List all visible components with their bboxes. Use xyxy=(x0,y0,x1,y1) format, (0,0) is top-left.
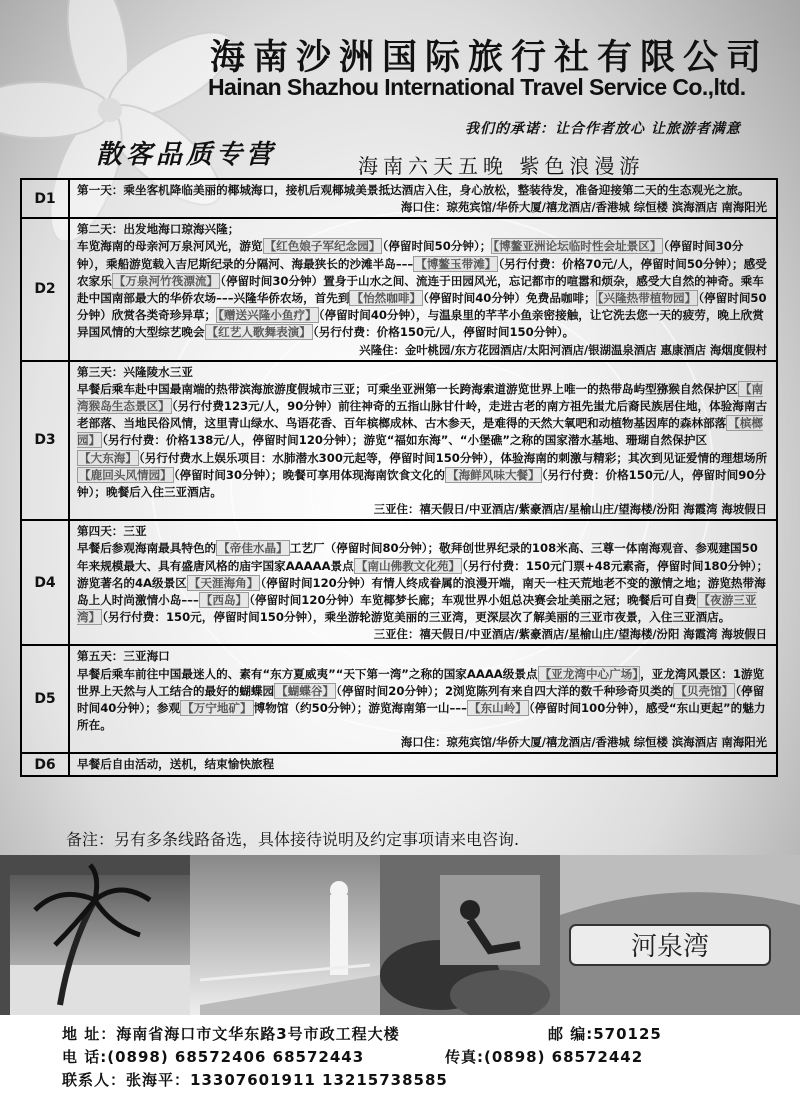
product-title: 散客品质专营 xyxy=(96,140,277,170)
hotel-info: 海口住：琼苑宾馆/华侨大厦/禧龙酒店/香港城 综恒楼 滨海酒店 南海阳光 xyxy=(400,200,767,215)
day-content xyxy=(69,753,777,775)
description-text: （停留时间40分钟）免费品咖啡； xyxy=(423,291,596,306)
day-label: D1 xyxy=(21,179,69,218)
description-text: （停留时间120分钟）车览椰梦长廊；车观世界小姐总决赛会址美丽之冠；晚餐后可自费 xyxy=(249,593,697,608)
company-name-cn: 海南沙洲国际旅行社有限公司 xyxy=(210,38,770,78)
itinerary-row xyxy=(21,361,777,521)
address-value: 海南省海口市文华东路3号市政工程大楼 xyxy=(116,1025,400,1043)
itinerary-table xyxy=(20,178,778,777)
photo-strip xyxy=(0,855,800,1015)
palm-beach-photo xyxy=(10,865,190,1015)
itinerary-row xyxy=(21,753,777,775)
day-label: D2 xyxy=(21,218,69,360)
day-content xyxy=(69,179,777,218)
description-text: ，亚龙湾风景区：1游览世界上天然与人工结合的最好的蝴蝶园 xyxy=(77,666,765,698)
attraction-highlight: 【博鳌玉带滩】 xyxy=(415,256,497,271)
attraction-highlight: 【蝴蝶谷】 xyxy=(276,683,335,698)
day-label: D4 xyxy=(21,520,69,645)
description-text: 第二天：出发地海口琼海兴隆； xyxy=(77,222,240,237)
day-content xyxy=(69,520,777,645)
attraction-highlight: 【博鳌亚洲论坛临时性会址景区】 xyxy=(493,239,662,254)
day-content xyxy=(69,645,777,753)
attraction-highlight: 【红色娘子军纪念园】 xyxy=(264,239,381,254)
itinerary-row xyxy=(21,520,777,645)
phone-label: 电 话: xyxy=(62,1048,108,1066)
description-text: （另行付费：价格70元/人，停留时间50分钟）；感受农家乐 xyxy=(77,256,767,288)
day-label: D5 xyxy=(21,645,69,753)
description-text: 早餐后乘车赴中国最南端的热带滨海旅游度假城市三亚；可乘坐亚洲第一长跨海索道游览世界上唯一的热带岛屿型猕猴自然保护区 xyxy=(77,381,738,396)
address-label: 地 址： xyxy=(62,1025,117,1043)
description-text: （另行付费：价格150元/人，停留时间150分钟）。 xyxy=(312,325,575,340)
attraction-highlight: 【万宁地矿】 xyxy=(182,701,252,716)
day-description xyxy=(71,647,775,734)
description-text: （停留时间100分钟），感受“东山更起”的魅力所在。 xyxy=(77,701,766,733)
attraction-highlight: 【南湾猴岛生态景区】 xyxy=(77,381,764,414)
description-text: （停留时间50分钟）欣赏各类奇珍异草； xyxy=(77,291,767,323)
description-text: （另行付费：150元门票+48元素斋，停留时间180分钟）；游览著名的4A级景区 xyxy=(77,558,769,590)
diver-photo xyxy=(440,875,540,965)
attraction-highlight: 【南山佛教文化苑】 xyxy=(355,558,461,573)
slogan: 我们的承诺：让合作者放心 让旅游者满意 xyxy=(465,121,741,137)
description-text: （停留时间30分钟），乘船游览载入吉尼斯纪录的分隔河、海最狭长的沙滩半岛––– xyxy=(77,239,744,271)
description-text: 第一天：乘坐客机降临美丽的椰城海口，接机后观椰城美景抵达酒店入住，身心放松，整装待发，准备迎接第二天的生态观光之旅。 xyxy=(77,183,750,197)
contact-person-value: 张海平：13307601911 13215738585 xyxy=(126,1071,448,1089)
attraction-highlight: 【海鲜风味大餐】 xyxy=(446,467,540,482)
itinerary-row xyxy=(21,645,777,753)
description-text: （另行付费：价格138元/人，停留时间120分钟）；游览“福如东海”、“小堡礁”之称的国家潜水基地、珊瑚自然保护区 xyxy=(102,433,708,448)
day-description xyxy=(71,181,775,199)
description-text: （停留时间120分钟）有情人终成眷属的浪漫开端，南天一柱天荒地老不变的激情之地；游览热带海岛上人时尚激情小岛––– xyxy=(77,575,766,608)
description-text: 博物馆（约50分钟）；游览海南第一山––– xyxy=(253,701,467,716)
attraction-highlight: 【赠送兴隆小鱼疗】 xyxy=(218,308,317,323)
attraction-highlight: 【兴隆热带植物园】 xyxy=(597,291,697,306)
description-text: 早餐后乘车前往中国最迷人的、素有“东方夏威夷”“天下第一湾”之称的国家AAAA级景点 xyxy=(77,666,538,681)
attraction-highlight: 【大东海】 xyxy=(79,450,137,465)
postcode-label: 邮 编: xyxy=(548,1025,594,1043)
attraction-highlight: 【亚龙湾中心广场】 xyxy=(539,666,639,681)
description-text: （另行付费：150元，停留时间150分钟），乘坐游轮游览美丽的三亚湾，更深层次了解美丽的三亚市夜景，入住三亚酒店。 xyxy=(102,610,731,625)
day-description xyxy=(71,363,775,502)
description-text: 第四天：三亚 xyxy=(77,524,147,539)
day-label: D3 xyxy=(21,361,69,521)
contact-footer xyxy=(0,1015,800,1100)
postcode-value: 570125 xyxy=(593,1025,662,1043)
description-text: 车览海南的母亲河万泉河风光，游览 xyxy=(77,239,263,254)
attraction-highlight: 【红艺人歌舞表演】 xyxy=(206,325,311,340)
attraction-highlight: 【西岛】 xyxy=(200,593,248,608)
description-text: （停留时间30分钟）置身于山水之间、流连于田园风光，忘记都市的喧嚣和烦杂，感受大自然的神奇。乘车赴中国南部最大的华侨农场–––兴隆华侨农场，首先到 xyxy=(77,273,764,306)
attraction-highlight: 【鹿回头风情园】 xyxy=(79,467,172,482)
day-label: D6 xyxy=(21,753,69,775)
attraction-highlight: 【槟榔园】 xyxy=(77,416,764,448)
attraction-highlight: 【天涯海角】 xyxy=(188,575,259,590)
route-title: 海南六天五晚 紫色浪漫游 xyxy=(358,154,645,178)
description-text: 第三天：兴隆陵水三亚 xyxy=(77,364,193,379)
phone-value: (0898) 68572406 68572443 xyxy=(107,1048,365,1066)
hotel-info: 三亚住：禧天假日/中亚酒店/紫豪酒店/星榆山庄/望海楼/汾阳 海霞湾 海坡假日 xyxy=(373,627,767,642)
hotel-info: 兴隆住：金叶桃园/东方花园酒店/太阳河酒店/银湖温泉酒店 惠康酒店 海烟度假村 xyxy=(359,342,767,357)
description-text: （另行付费：价格150元/人，停留时间90分钟）；晚餐后入住三亚酒店。 xyxy=(77,467,767,500)
contact-person-label: 联系人： xyxy=(62,1071,127,1089)
day-description xyxy=(71,220,775,341)
description-text: （停留时间30分钟）；晚餐可享用体现海南饮食文化的 xyxy=(173,467,445,482)
guanyin-statue-photo xyxy=(190,855,380,1015)
hotel-info: 海口住：琼苑宾馆/华侨大厦/禧龙酒店/香港城 综恒楼 滨海酒店 南海阳光 xyxy=(400,735,767,750)
fax-label: 传真: xyxy=(445,1048,484,1066)
description-text: 第五天：三亚海口 xyxy=(77,649,170,664)
day-description xyxy=(71,522,775,626)
fax-value: (0898) 68572442 xyxy=(484,1048,644,1066)
description-text: 工艺厂（停留时间80分钟）；敬拜创世界纪录的108米高、三尊一体南海观音、参观建国50年来规模最大、具有盛唐风格的庙宇国家AAAAA景点 xyxy=(77,541,758,573)
attraction-highlight: 【帝佳水晶】 xyxy=(218,541,288,556)
hotel-info: 三亚住：禧天假日/中亚酒店/紫豪酒店/星榆山庄/望海楼/汾阳 海霞湾 海坡假日 xyxy=(373,502,767,517)
day-description xyxy=(71,755,775,773)
attraction-highlight: 【夜游三亚湾】 xyxy=(77,593,757,625)
itinerary-row xyxy=(21,218,777,360)
attraction-highlight: 【东山岭】 xyxy=(468,701,527,716)
itinerary-row xyxy=(21,179,777,218)
description-text: （停留时间20分钟）；2浏览陈列有来自四大洋的数千种珍奇贝类的 xyxy=(336,683,674,698)
description-text: （另行付费123元/人，90分钟）前往神奇的五指山脉甘什岭，走进古老的南方祖先蚩尤后裔民族居住地，体验海南古老部落、当地民俗风情，这里青山绿水、鸟语花香、百年槟榔成林、古木参天，是难得的天然大氧吧和动植物基因库的森林部落 xyxy=(77,399,768,431)
remark: 备注：另有多条线路备选，具体接待说明及约定事项请来电咨询. xyxy=(66,830,520,849)
day-content xyxy=(69,218,777,360)
photo-caption: 河泉湾 xyxy=(630,932,710,962)
description-text: （停留时间50分钟）； xyxy=(382,239,492,254)
attraction-highlight: 【怡然咖啡】 xyxy=(351,291,422,306)
description-text: （停留时间40分钟）；参观 xyxy=(77,683,765,716)
attraction-highlight: 【万泉河竹筏漂流】 xyxy=(113,273,219,288)
description-text: （另行付费水上娱乐项目：水肺潜水300元起等，停留时间150分钟），体验海南的刺激与精彩；其次到见证爱情的理想场所 xyxy=(138,450,768,465)
company-name-en: Hainan Shazhou International Travel Service Co.,ltd. xyxy=(208,74,746,100)
day-content xyxy=(69,361,777,521)
description-text: 早餐后自由活动，送机，结束愉快旅程 xyxy=(77,757,275,772)
description-text: （停留时间40分钟），与温泉里的芊芊小鱼亲密接触，让它洗去您一天的疲劳，晚上欣赏异国风情的大型综艺晚会 xyxy=(77,308,764,340)
attraction-highlight: 【贝壳馆】 xyxy=(675,683,734,698)
description-text: 早餐后参观海南最具特色的 xyxy=(77,541,217,556)
